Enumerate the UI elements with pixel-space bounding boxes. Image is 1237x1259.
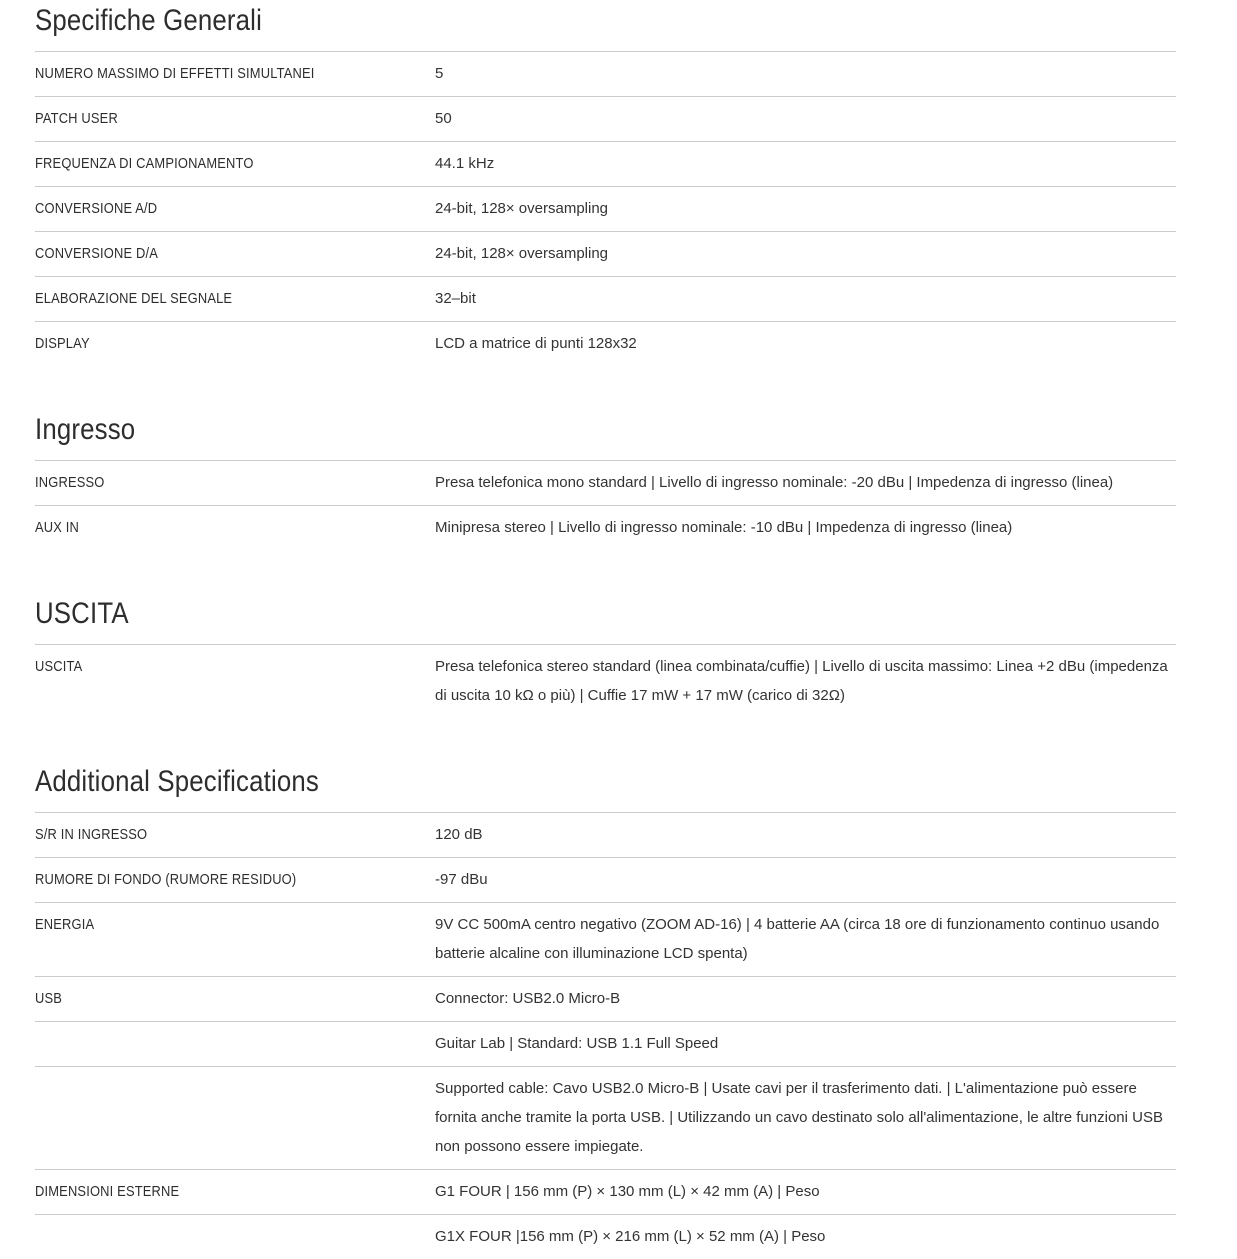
section-title-text: Ingresso bbox=[35, 413, 136, 446]
spec-value: Connector: USB2.0 Micro-B bbox=[435, 990, 621, 1007]
spec-label-text: S/R IN INGRESSO bbox=[35, 826, 148, 843]
spec-row bbox=[35, 142, 1176, 187]
spec-row bbox=[35, 1067, 1176, 1170]
spec-row bbox=[35, 97, 1176, 142]
spec-value: 44.1 kHz bbox=[435, 155, 495, 172]
spec-row bbox=[35, 277, 1176, 322]
spec-value: 120 dB bbox=[435, 826, 483, 843]
spec-label bbox=[35, 59, 435, 88]
spec-label bbox=[35, 820, 435, 849]
spec-value: Presa telefonica stereo standard (linea combinata/cuffie) | Livello di uscita massimo: Linea +2 dBu (impedenza di uscita 10 kΩ o più) | Cuffie 17 mW + 17 mW (carico di 32Ω) bbox=[435, 658, 1168, 704]
spec-label-text: CONVERSIONE A/D bbox=[35, 200, 158, 217]
spec-label-text: INGRESSO bbox=[35, 474, 105, 491]
spec-value: 5 bbox=[435, 65, 444, 82]
spec-row bbox=[35, 506, 1176, 550]
spec-label bbox=[35, 284, 435, 313]
spec-label-text: CONVERSIONE D/A bbox=[35, 245, 159, 262]
spec-label bbox=[35, 149, 435, 178]
section-title bbox=[35, 764, 1176, 800]
spec-label bbox=[35, 329, 435, 358]
spec-label-text: PATCH USER bbox=[35, 110, 118, 127]
spec-label bbox=[35, 239, 435, 268]
spec-row bbox=[35, 977, 1176, 1022]
spec-sections bbox=[35, 3, 1176, 1259]
spec-label-text: USCITA bbox=[35, 658, 83, 675]
spec-section bbox=[35, 412, 1176, 550]
spec-section bbox=[35, 764, 1176, 1259]
spec-label bbox=[35, 984, 435, 1013]
spec-label bbox=[35, 865, 435, 894]
spec-value: Minipresa stereo | Livello di ingresso nominale: -10 dBu | Impedenza di ingresso (linea) bbox=[435, 519, 1013, 536]
spec-label-text: FREQUENZA DI CAMPIONAMENTO bbox=[35, 155, 254, 172]
spec-value: 9V CC 500mA centro negativo (ZOOM AD-16) | 4 batterie AA (circa 18 ore di funzionamento continuo usando batterie alcaline con illuminazione LCD spenta) bbox=[435, 916, 1160, 962]
spec-value: LCD a matrice di punti 128x32 bbox=[435, 335, 637, 352]
spec-label bbox=[35, 468, 435, 497]
spec-value: 50 bbox=[435, 110, 452, 127]
spec-row bbox=[35, 1215, 1176, 1259]
spec-label-text: ENERGIA bbox=[35, 916, 95, 933]
spec-label bbox=[35, 1222, 435, 1251]
spec-label-text: AUX IN bbox=[35, 519, 80, 536]
section-title-text: Specifiche Generali bbox=[35, 4, 262, 37]
spec-label-text: NUMERO MASSIMO DI EFFETTI SIMULTANEI bbox=[35, 65, 315, 82]
spec-label-text: DIMENSIONI ESTERNE bbox=[35, 1183, 180, 1200]
spec-rows bbox=[35, 644, 1176, 718]
spec-label bbox=[35, 194, 435, 223]
section-title bbox=[35, 412, 1176, 448]
section-title-text: Additional Specifications bbox=[35, 765, 319, 798]
spec-rows bbox=[35, 812, 1176, 1259]
spec-row bbox=[35, 858, 1176, 903]
spec-row bbox=[35, 322, 1176, 366]
spec-label bbox=[35, 104, 435, 133]
spec-label bbox=[35, 910, 435, 939]
spec-row bbox=[35, 813, 1176, 858]
spec-value: 24-bit, 128× oversampling bbox=[435, 200, 609, 217]
spec-label-text: RUMORE DI FONDO (RUMORE RESIDUO) bbox=[35, 871, 297, 888]
spec-value: Supported cable: Cavo USB2.0 Micro-B | Usate cavi per il trasferimento dati. | L'alimentazione può essere fornita anche tramite la porta USB. | Utilizzando un cavo destinato solo all'alimentazione, le altre funzioni USB non possono essere impiegate. bbox=[435, 1080, 1163, 1155]
spec-row bbox=[35, 232, 1176, 277]
spec-label bbox=[35, 513, 435, 542]
spec-rows bbox=[35, 460, 1176, 550]
spec-row bbox=[35, 645, 1176, 718]
spec-value: Guitar Lab | Standard: USB 1.1 Full Speed bbox=[435, 1035, 719, 1052]
spec-label-text: USB bbox=[35, 990, 63, 1007]
spec-label bbox=[35, 1029, 435, 1058]
spec-section bbox=[35, 596, 1176, 718]
spec-value: 24-bit, 128× oversampling bbox=[435, 245, 609, 262]
spec-label bbox=[35, 1074, 435, 1103]
spec-row bbox=[35, 903, 1176, 977]
spec-label bbox=[35, 652, 435, 681]
section-title-text: USCITA bbox=[35, 597, 129, 630]
spec-row bbox=[35, 52, 1176, 97]
spec-section bbox=[35, 3, 1176, 366]
spec-rows bbox=[35, 51, 1176, 366]
spec-value: G1 FOUR | 156 mm (P) × 130 mm (L) × 42 mm (A) | Peso bbox=[435, 1183, 820, 1200]
spec-row bbox=[35, 1022, 1176, 1067]
spec-row bbox=[35, 1170, 1176, 1215]
spec-row bbox=[35, 187, 1176, 232]
spec-value: 32–bit bbox=[435, 290, 476, 307]
spec-value: -97 dBu bbox=[435, 871, 488, 888]
spec-value: G1X FOUR |156 mm (P) × 216 mm (L) × 52 mm (A) | Peso bbox=[435, 1228, 826, 1245]
section-title bbox=[35, 3, 1176, 39]
spec-value: Presa telefonica mono standard | Livello di ingresso nominale: -20 dBu | Impedenza di ingresso (linea) bbox=[435, 474, 1114, 491]
spec-row bbox=[35, 461, 1176, 506]
spec-label bbox=[35, 1177, 435, 1206]
spec-label-text: DISPLAY bbox=[35, 335, 90, 352]
section-title bbox=[35, 596, 1176, 632]
spec-label-text: ELABORAZIONE DEL SEGNALE bbox=[35, 290, 233, 307]
